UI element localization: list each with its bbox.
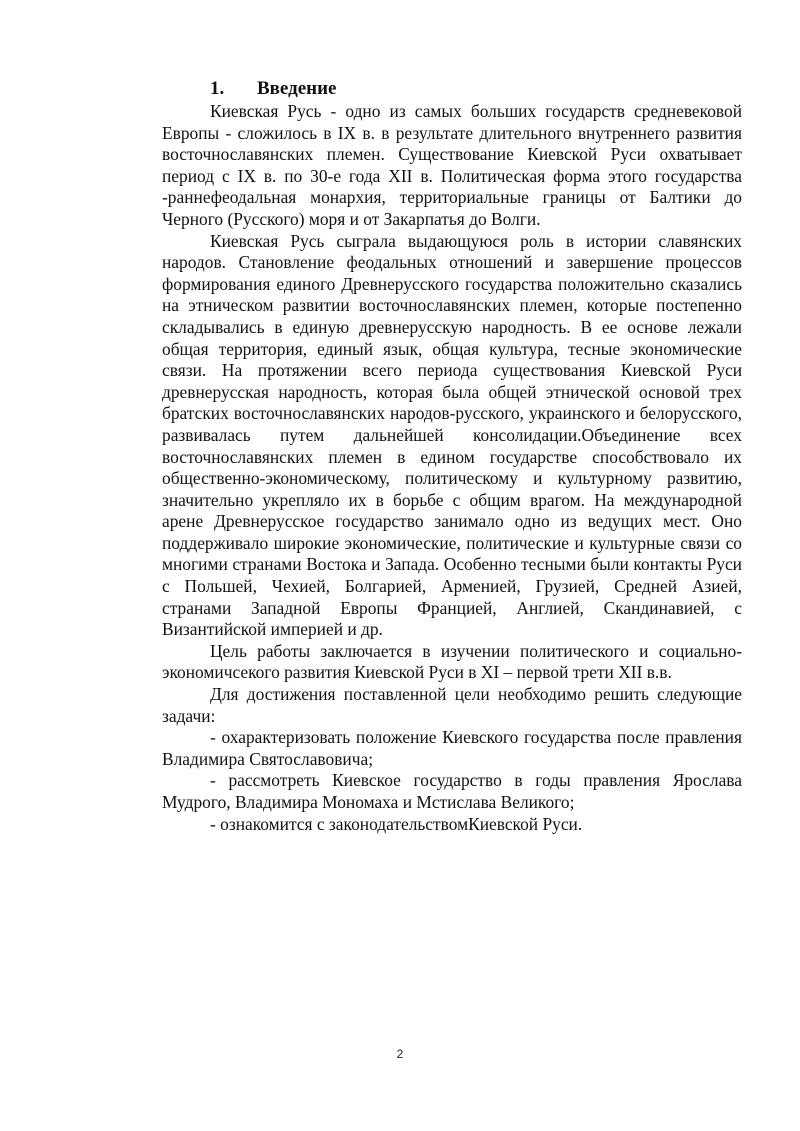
page-number: 2 — [396, 1047, 404, 1061]
paragraph-tasks-intro: Для достижения поставленной цели необходимо решить следующие задачи: — [162, 684, 742, 726]
task-item: - рассмотреть Киевское государство в годы правления Ярослава Мудрого, Владимира Мономаха и Мстислава Великого; — [162, 770, 742, 812]
section-number: 1. — [210, 78, 225, 99]
paragraph-intro: Киевская Русь - одно из самых больших государств средневековой Европы - сложилось в IX в. в результате длительного внутреннего развития восточнославянских племен. Существование Киевской Руси охватывает период с IX в. по 30-е года XII в. Политическая форма этого государства -раннефеодальная монархия, территориальные границы от Балтики до Черного (Русского) моря и от Закарпатья до Волги. — [162, 101, 742, 229]
paragraph-goal: Цель работы заключается в изучении политического и социально-экономичсекого развития Киевской Руси в XI – первой трети XII в.в. — [162, 640, 742, 683]
task-item: - ознакомится с законодательствомКиевской Руси. — [210, 813, 583, 834]
section-heading — [162, 78, 742, 100]
task-item: - охарактеризовать положение Киевского государства после правления Владимира Святославовича; — [162, 727, 742, 769]
section-title: Введение — [257, 78, 337, 99]
paragraph-role: Киевская Русь сыграла выдающуюся роль в истории славянских народов. Становление феодальных отношений и завершение процессов формирования единого Древнерусского государства положительно сказались на этническом развитии восточнославянских племен, которые постепенно складывались в единую древнерусскую народность. В ее основе лежали общая территория, единый язык, общая культура, тесные экономические связи. На протяжении всего периода существования Киевской Руси древнерусская народность, которая была общей этнической основой трех братских восточнославянских народов-русского, украинского и белорусского, развивалась путем дальнейшей консолидации.Объединение всех восточнославянских племен в едином государстве способствовало их общественно-экономическому, политическому и культурному развитию, значительно укрепляло их в борьбе с общим врагом. На международной арене Древнерусское государство занимало одно из ведущих мест. Оно поддерживало широкие экономические, политические и культурные связи со многими странами Востока и Запада. Особенно тесными были контакты Руси с Польшей, Чехией, Болгарией, Арменией, Грузией, Средней Азией, странами Западной Европы Францией, Англией, Скандинавией, с Византийской империей и др. — [162, 230, 742, 640]
page-content — [162, 78, 742, 835]
